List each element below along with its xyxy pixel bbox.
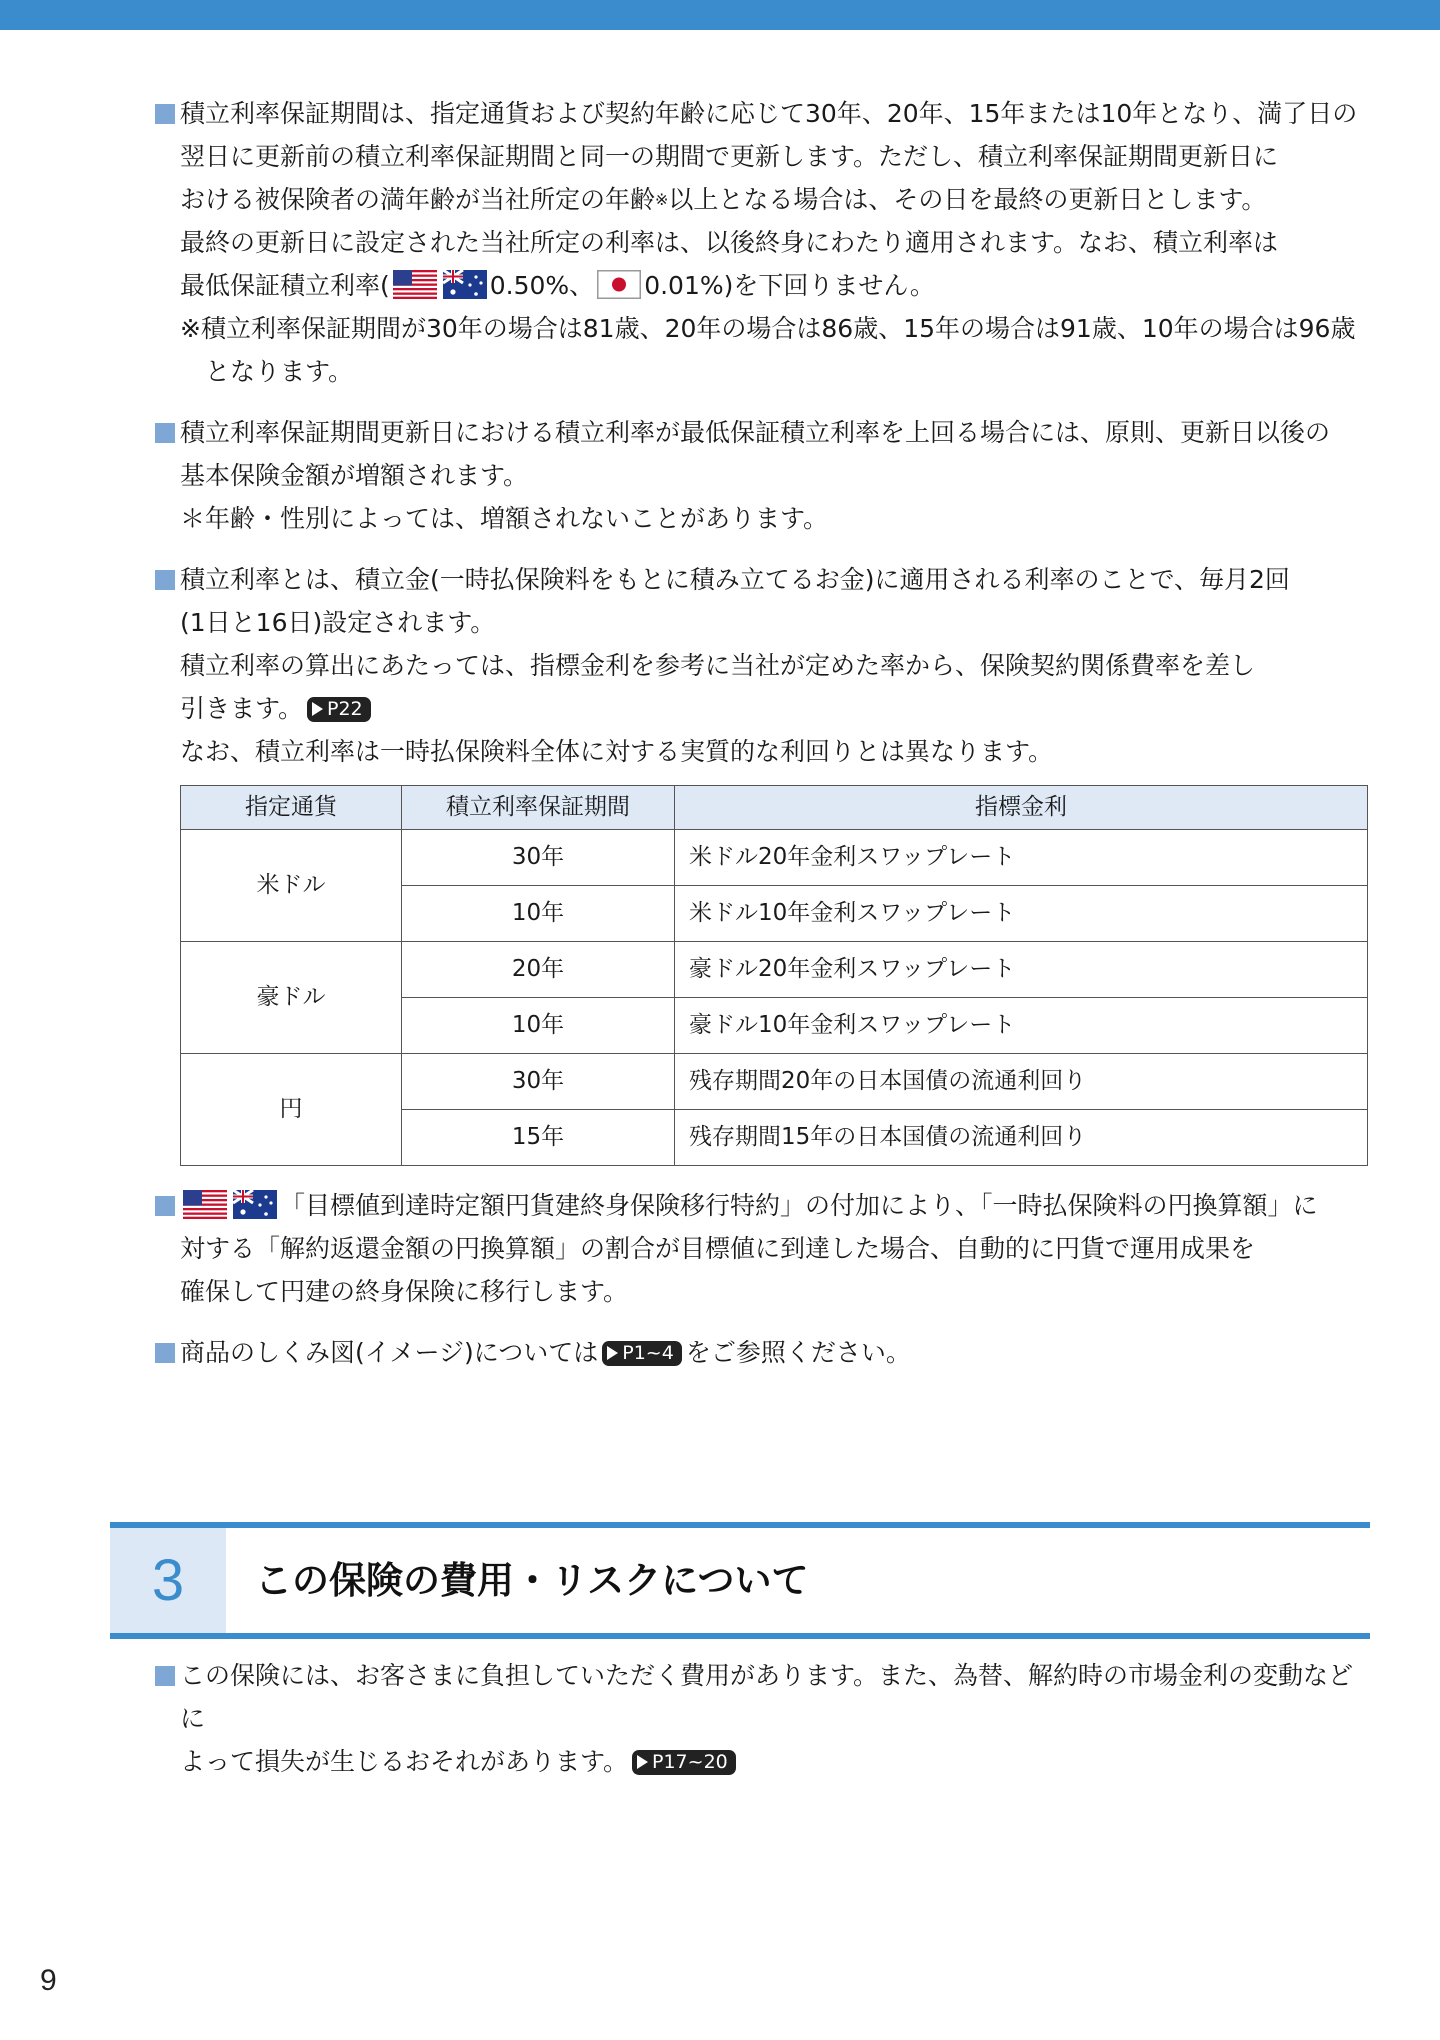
currency-cell: 豪ドル	[181, 942, 402, 1054]
text-line: 翌日に更新前の積立利率保証期間と同一の期間で更新します。ただし、積立利率保証期間更新日に	[180, 142, 1279, 171]
text-segment: おける被保険者の満年齢が当社所定の年齢	[180, 185, 656, 214]
period-cell: 20年	[402, 942, 675, 998]
play-triangle-icon	[607, 1346, 618, 1360]
text-segment: 0.01%)を下回りません。	[644, 271, 935, 300]
section-number: 3	[110, 1528, 226, 1633]
period-cell: 10年	[402, 998, 675, 1054]
period-cell: 15年	[402, 1110, 675, 1166]
paragraph-conversion-rider	[155, 1184, 1370, 1313]
currency-cell: 米ドル	[181, 830, 402, 942]
rate-cell: 豪ドル10年金利スワップレート	[675, 998, 1368, 1054]
play-triangle-icon	[637, 1755, 648, 1769]
page-reference-label: P17~20	[652, 1751, 728, 1773]
period-cell: 30年	[402, 1054, 675, 1110]
text-segment: をご参照ください。	[685, 1338, 911, 1367]
text-line	[180, 1740, 1370, 1783]
us-flag-icon	[393, 270, 437, 299]
text-segment: 商品のしくみ図(イメージ)については	[180, 1338, 599, 1367]
square-bullet-icon	[155, 423, 175, 443]
column-header: 指定通貨	[181, 786, 402, 830]
text-line	[180, 687, 1370, 730]
text-segment: よって損失が生じるおそれがあります。	[180, 1747, 629, 1776]
paragraph-costs-risks	[155, 1654, 1370, 1783]
text-line	[180, 178, 1370, 221]
footnote: ＊年齢・性別によっては、増額されないことがあります。	[180, 504, 829, 533]
top-accent-bar	[0, 0, 1440, 30]
section-header	[110, 1522, 1370, 1639]
page-reference-link[interactable]	[602, 1341, 682, 1366]
table-row	[181, 942, 1368, 998]
currency-cell: 円	[181, 1054, 402, 1166]
paragraph-structure-reference	[155, 1331, 1370, 1374]
rate-cell: 米ドル10年金利スワップレート	[675, 886, 1368, 942]
page-reference-label: P1~4	[622, 1342, 674, 1364]
text-line: 積立利率の算出にあたっては、指標金利を参考に当社が定めた率から、保険契約関係費率を差し	[180, 651, 1256, 680]
text-line	[180, 1184, 1370, 1227]
text-segment: 最低保証積立利率(	[180, 271, 390, 300]
text-segment: 以上となる場合は、その日を最終の更新日とします。	[668, 185, 1267, 214]
page-reference-link[interactable]	[632, 1750, 736, 1775]
table-row	[181, 830, 1368, 886]
paragraph-benefit-increase	[155, 411, 1370, 540]
square-bullet-icon	[155, 1196, 175, 1216]
us-flag-icon	[183, 1190, 227, 1219]
table-row	[181, 1054, 1368, 1110]
paragraph-accumulation-rate	[155, 558, 1370, 1166]
main-content	[155, 92, 1370, 1374]
text-line: 基本保険金額が増額されます。	[180, 461, 529, 490]
text-line: 確保して円建の終身保険に移行します。	[180, 1277, 629, 1306]
period-cell: 10年	[402, 886, 675, 942]
text-line: (1日と16日)設定されます。	[180, 608, 496, 637]
jp-flag-icon	[597, 270, 641, 299]
text-line	[180, 264, 1370, 307]
square-bullet-icon	[155, 570, 175, 590]
rate-cell: 豪ドル20年金利スワップレート	[675, 942, 1368, 998]
au-flag-icon	[233, 1190, 277, 1219]
table-header-row	[181, 786, 1368, 830]
text-line	[180, 1331, 1370, 1374]
text-line: 最終の更新日に設定された当社所定の利率は、以後終身にわたり適用されます。なお、積立利率は	[180, 228, 1279, 257]
column-header: 指標金利	[675, 786, 1368, 830]
period-cell: 30年	[402, 830, 675, 886]
index-rate-table	[180, 785, 1368, 1166]
play-triangle-icon	[312, 702, 323, 716]
text-line: 対する「解約返還金額の円換算額」の割合が目標値に到達した場合、自動的に円貨で運用成果を	[180, 1234, 1256, 1263]
text-segment: 引きます。	[180, 694, 304, 723]
page-reference-link[interactable]	[307, 697, 371, 722]
footnote-mark: ※	[655, 190, 669, 209]
text-line: 積立利率保証期間は、指定通貨および契約年齢に応じて30年、20年、15年または10年となり、満了日の	[180, 99, 1358, 128]
footnote: ※積立利率保証期間が30年の場合は81歳、20年の場合は86歳、15年の場合は91歳、10年の場合は96歳となります。	[180, 314, 1356, 386]
rate-cell: 米ドル20年金利スワップレート	[675, 830, 1368, 886]
text-line: なお、積立利率は一時払保険料全体に対する実質的な利回りとは異なります。	[180, 737, 1054, 766]
text-segment: 0.50%、	[489, 271, 595, 300]
rate-cell: 残存期間20年の日本国債の流通利回り	[675, 1054, 1368, 1110]
page-number: 9	[40, 1964, 57, 1997]
au-flag-icon	[443, 270, 487, 299]
page-reference-label: P22	[327, 698, 363, 720]
text-line: 積立利率とは、積立金(一時払保険料をもとに積み立てるお金)に適用される利率のことで、毎月2回	[180, 565, 1290, 594]
text-segment: 「目標値到達時定額円貨建終身保険移行特約」の付加により、「一時払保険料の円換算額」に	[280, 1191, 1318, 1220]
paragraph-guarantee-period	[155, 92, 1370, 393]
square-bullet-icon	[155, 1343, 175, 1363]
column-header: 積立利率保証期間	[402, 786, 675, 830]
square-bullet-icon	[155, 104, 175, 124]
text-line: 積立利率保証期間更新日における積立利率が最低保証積立利率を上回る場合には、原則、更新日以後の	[180, 418, 1331, 447]
text-line: この保険には、お客さまに負担していただく費用があります。また、為替、解約時の市場金利の変動などに	[180, 1661, 1354, 1733]
rate-cell: 残存期間15年の日本国債の流通利回り	[675, 1110, 1368, 1166]
section-title: この保険の費用・リスクについて	[255, 1559, 809, 1602]
square-bullet-icon	[155, 1666, 175, 1686]
section-content	[155, 1654, 1370, 1783]
